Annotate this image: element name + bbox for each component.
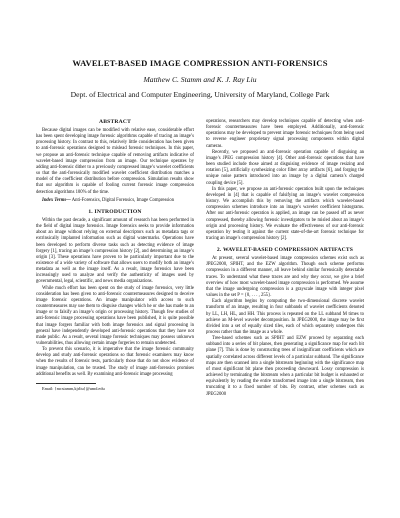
index-terms-label: Index Terms—: [42, 197, 71, 203]
section-1-heading: 1. INTRODUCTION: [88, 208, 142, 215]
left-column: [36, 119, 194, 398]
abstract-text: Because digital images can be modified with relative ease, considerable effort has been spent developing image forensic algorithms capable of tracing an image’s processing history. In contrast to this, relatively little consideration has been given to anti-forensic operations designed to mislead forensic techniques. In this paper, we propose an anti-forensic technique capable of removing artifacts indicative of wavelet-based image compression from an image. Our technique operates by adding anti-forensic dither to a previously compressed image’s wavelet coefficients so that the anti-forensically modified wavelet coefficient distribution matches a model of the coefficient distribution before compression. Simulation results show that our algorithm is capable of fooling current forensic image compression detection algorithms 100% of the time.: [36, 128, 194, 195]
paper-affiliation: Dept. of Electrical and Computer Engineering, University of Maryland, College Park: [70, 90, 330, 99]
abstract-heading: ABSTRACT: [98, 119, 132, 125]
paper-title: WAVELET-BASED IMAGE COMPRESSION ANTI-FORENSICS: [72, 58, 328, 68]
index-terms-list: Anti-Forensics, Digital Forensics, Image Compression: [70, 197, 175, 203]
footnote-email: Email: {mcstamm,kjrliu}@umd.edu: [42, 385, 105, 391]
intro-paragraph: Recently, we proposed an anti-forensic operation capable of disguising an image’s JPEG compression history [4]. Other anti-forensic operations that have been studied include those aimed at disguising evidence of image resizing and rotation [5], artificially synthesizing color filter array artifacts [6], and forging the unique noise pattern introduced into an image by a digital camera’s charged coupling device [5].: [206, 149, 364, 186]
intro-paragraph: In this paper, we propose an anti-forensic operation built upon the techniques developed in [4] that is capable of falsifying an image’s wavelet compression history. We accomplish this by removing the artifacts which wavelet-based compression schemes introduce into an image’s wavelet coefficient histograms. After our anti-forensic operation is applied, an image can be passed off as never compressed, thereby allowing forensic investigators to be misled about an image’s origin and processing history. We evaluate the effectiveness of our anti-forensic operation by testing it against the current state-of-the-art forensic technique for tracing an image’s compression history [2].: [206, 186, 364, 241]
footnote-rule: [36, 383, 96, 384]
section-1-paragraph: To prevent this scenario, it is imperative that the image forensic community develop and study anti-forensic operations so that forensic examiners may know when the results of forensic tests, particularly those that do not show evidence of image manipulation, can be trusted. The study of image anti-forensics promises additional benefits as well. By examining anti-forensic image processing: [36, 347, 194, 377]
index-terms: [36, 198, 194, 204]
continued-paragraph: operations, researchers may develop techniques capable of detecting when anti-forensic countermeasures have been employed. Additionally, anti-forensic operations may be developed to prevent image forensic techniques from being used to reverse engineer proprietary signal processing components within digital cameras.: [206, 119, 364, 149]
section-1-paragraph: While much effort has been spent on the study of image forensics, very little consideration has been given to anti-forensic countermeasures designed to deceive image forensic operations. An image manipulator with access to such countermeasures may use them to disguise changes which he or she has made to an image or to falsify an image’s origin or processing history. Though few studies of anti-forensic image processing operations have been published, it is quite possible that image forgers familiar with both image forensics and signal processing in general have independently developed anti-forensic operations that they have not made public. As a result, several image forensic techniques may possess unknown vulnerabilities, thus allowing certain image forgeries to remain undetected.: [36, 285, 194, 346]
section-2-paragraph: Tree-based schemes such as SPIHT and EZW proceed by separating each subband into a series of bit planes, then generating a significance map for each bit plane [7]. This is done by constructing trees of insignificant coefficients which are spatially correlated across different levels of a particular subband. The significance maps are then scanned into a single bitstream beginning with the significance map of most significant bit plane then proceeding downward. Lossy compression is achieved by terminating the bitstream when a particular bit budget is exhausted or equivalently by reading the entire transformed image into a single bitstream, then truncating it to a fixed number of bits. By contrast, other schemes such as JPEG2000: [206, 336, 364, 397]
section-2-heading: 2. WAVELET-BASED COMPRESSION ARTIFACTS: [216, 247, 354, 254]
section-2-paragraph: Each algorithm begins by computing the two-dimensional discrete wavelet transform of an image, resulting in four subbands of wavelet coefficients denoted by LL, LH, HL, and HH. This process is repeated on the LL subband M times to achieve an M-level wavelet decomposition. In JPEG2000, the image may be first divided into a set of equally sized tiles, each of which separately undergoes this process rather than the image as a whole.: [206, 299, 364, 335]
two-column-body: [36, 119, 364, 398]
section-1-paragraph: Within the past decade, a significant amount of research has been performed in the field of digital image forensics. Image forensics seeks to provide information about an image without relying on external descriptors such as metadata tags or extrinsically implanted information such as digital watermarks. Operations have been developed to perform diverse tasks such as detecting evidence of image forgery [1], tracing an image’s compression history [2], and determining an image’s origin [3]. These operations have proven to be particularly important due to the existence of a wide variety of software that allows users to modify both an image’s metadata as well as the image itself. As a result, image forensics have been increasingly used to analyze and verify the authenticity of images used by governmental, legal, scientific, and news media organizations.: [36, 217, 194, 285]
right-column: [206, 119, 364, 398]
paper-authors: Matthew C. Stamm and K. J. Ray Liu: [143, 75, 257, 84]
section-2-paragraph: At present, several wavelet-based image compression schemes exist such as JPEG2000, SPIHT, and the EZW algorithm. Though each scheme performs compression in a different manner, all leave behind similar forensically detectable traces. To understand what these traces are and why they occur, we give a brief overview of how most wavelet-based image compression is performed. We assume that the image undergoing compression is a grayscale image with integer pixel values in the set P = {0, . . . , 255}.: [206, 256, 364, 299]
